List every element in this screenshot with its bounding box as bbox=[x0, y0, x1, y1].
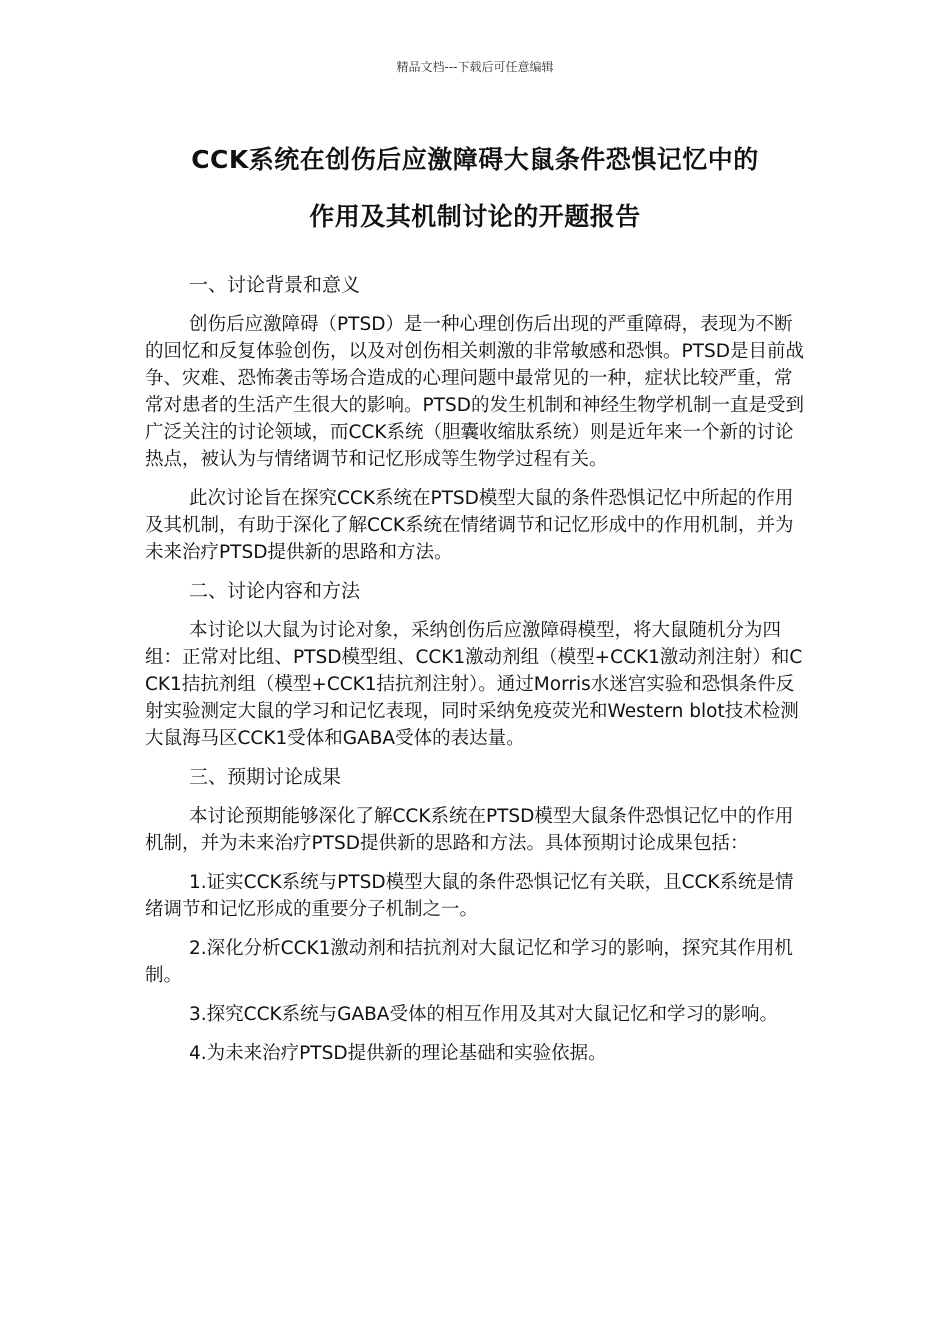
paragraph-background-2: 此次讨论旨在探究CCK系统在PTSD模型大鼠的条件恐惧记忆中所起的作用及其机制，有助于深化了解CCK系统在情绪调节和记忆形成中的作用机制，并为未来治疗PTSD提供新的思路和方法。 bbox=[145, 488, 794, 563]
section-heading-expected-results: 三、预期讨论成果 bbox=[189, 766, 342, 788]
list-item-result-2: 2.深化分析CCK1激动剂和拮抗剂对大鼠记忆和学习的影响，探究其作用机制。 bbox=[145, 938, 793, 986]
paragraph-methods: 本讨论以大鼠为讨论对象，采纳创伤后应激障碍模型，将大鼠随机分为四组：正常对比组、PTSD模型组、CCK1激动剂组（模型+CCK1激动剂注射）和CCK1拮抗剂组（模型+CCK1拮抗剂注射）。通过Morris水迷宫实验和恐惧条件反射实验测定大鼠的学习和记忆表现，同时采纳免疫荧光和Western blot技术检测大鼠海马区CCK1受体和GABA受体的表达量。 bbox=[145, 620, 803, 749]
paragraph-expected-results: 本讨论预期能够深化了解CCK系统在PTSD模型大鼠条件恐惧记忆中的作用机制，并为未来治疗PTSD提供新的思路和方法。具体预期讨论成果包括： bbox=[145, 806, 794, 854]
document-body bbox=[145, 272, 810, 1079]
list-item-result-4: 4.为未来治疗PTSD提供新的理论基础和实验依据。 bbox=[189, 1043, 607, 1064]
section-heading-background: 一、讨论背景和意义 bbox=[189, 274, 361, 296]
section-heading-methods: 二、讨论内容和方法 bbox=[189, 580, 361, 602]
document-title-line-2: 作用及其机制讨论的开题报告 bbox=[309, 202, 641, 231]
list-item-result-1: 1.证实CCK系统与PTSD模型大鼠的条件恐惧记忆有关联，且CCK系统是情绪调节和记忆形成的重要分子机制之一。 bbox=[145, 872, 794, 920]
paragraph-background-1: 创伤后应激障碍（PTSD）是一种心理创伤后出现的严重障碍，表现为不断的回忆和反复体验创伤，以及对创伤相关刺激的非常敏感和恐惧。PTSD是目前战争、灾难、恐怖袭击等场合造成的心理问题中最常见的一种，症状比较严重，常常对患者的生活产生很大的影响。PTSD的发生机制和神经生物学机制一直是受到广泛关注的讨论领域，而CCK系统（胆囊收缩肽系统）则是近年来一个新的讨论热点，被认为与情绪调节和记忆形成等生物学过程有关。 bbox=[145, 314, 804, 470]
list-item-result-3: 3.探究CCK系统与GABA受体的相互作用及其对大鼠记忆和学习的影响。 bbox=[189, 1004, 778, 1025]
header-note: 精品文档---下载后可任意编辑 bbox=[396, 60, 554, 74]
document-title-line-1: CCK系统在创伤后应激障碍大鼠条件恐惧记忆中的 bbox=[191, 145, 759, 174]
